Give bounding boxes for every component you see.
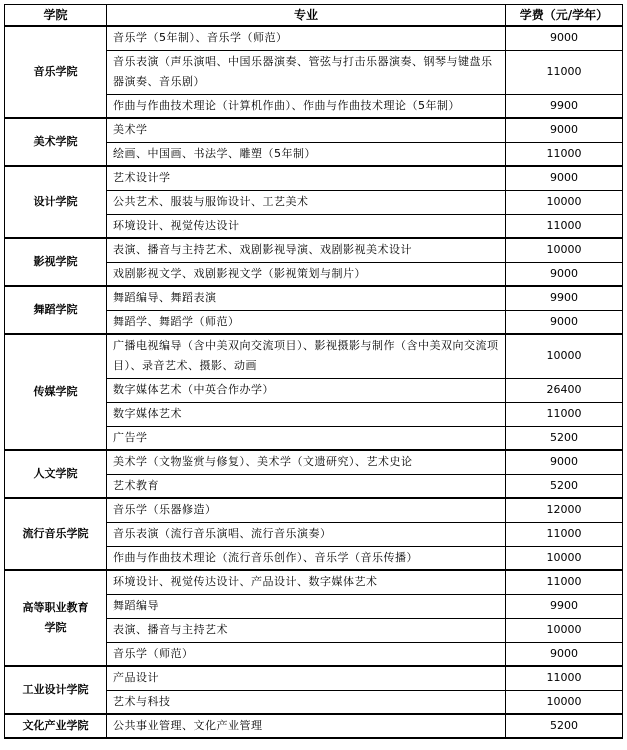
major-cell: 环境设计、视觉传达设计、产品设计、数字媒体艺术	[107, 570, 506, 594]
table-body	[5, 26, 623, 738]
fee-cell: 9000	[506, 262, 623, 286]
major-cell: 艺术教育	[107, 474, 506, 498]
fee-cell: 10000	[506, 334, 623, 378]
major-cell: 作曲与作曲技术理论（计算机作曲）、作曲与作曲技术理论（5年制）	[107, 94, 506, 118]
major-cell: 音乐表演（声乐演唱、中国乐器演奏、管弦与打击乐器演奏、钢琴与键盘乐器演奏、音乐剧）	[107, 50, 506, 94]
major-cell: 音乐学（乐器修造）	[107, 498, 506, 522]
fee-cell: 11000	[506, 666, 623, 690]
fee-cell: 10000	[506, 618, 623, 642]
major-cell: 数字媒体艺术	[107, 402, 506, 426]
fee-cell: 11000	[506, 142, 623, 166]
table-row	[5, 286, 623, 310]
major-cell: 广告学	[107, 426, 506, 450]
fee-cell: 9000	[506, 166, 623, 190]
fee-cell: 12000	[506, 498, 623, 522]
fee-cell: 11000	[506, 402, 623, 426]
fee-cell: 9900	[506, 594, 623, 618]
fee-cell: 9000	[506, 118, 623, 142]
college-name: 工业设计学院	[5, 666, 107, 714]
college-name: 美术学院	[5, 118, 107, 166]
table-row	[5, 118, 623, 142]
major-cell: 绘画、中国画、书法学、雕塑（5年制）	[107, 142, 506, 166]
fee-cell: 11000	[506, 570, 623, 594]
fee-cell: 10000	[506, 238, 623, 262]
major-cell: 公共事业管理、文化产业管理	[107, 714, 506, 738]
college-name: 流行音乐学院	[5, 498, 107, 570]
major-cell: 数字媒体艺术（中英合作办学）	[107, 378, 506, 402]
college-name: 人文学院	[5, 450, 107, 498]
fee-cell: 10000	[506, 190, 623, 214]
fee-cell: 9000	[506, 642, 623, 666]
fee-cell: 11000	[506, 522, 623, 546]
header-college: 学院	[5, 5, 107, 27]
table-row	[5, 714, 623, 738]
fee-cell: 9000	[506, 310, 623, 334]
major-cell: 艺术设计学	[107, 166, 506, 190]
major-cell: 戏剧影视文学、戏剧影视文学（影视策划与制片）	[107, 262, 506, 286]
table-row	[5, 334, 623, 378]
table-row	[5, 666, 623, 690]
fee-cell: 10000	[506, 690, 623, 714]
major-cell: 作曲与作曲技术理论（流行音乐创作）、音乐学（音乐传播）	[107, 546, 506, 570]
major-cell: 音乐学（师范）	[107, 642, 506, 666]
tuition-table	[4, 4, 623, 739]
major-cell: 环境设计、视觉传达设计	[107, 214, 506, 238]
major-cell: 美术学	[107, 118, 506, 142]
major-cell: 艺术与科技	[107, 690, 506, 714]
fee-cell: 26400	[506, 378, 623, 402]
fee-cell: 11000	[506, 50, 623, 94]
college-name: 文化产业学院	[5, 714, 107, 738]
table-row	[5, 570, 623, 594]
header-fee: 学费（元/学年）	[506, 5, 623, 27]
fee-cell: 9000	[506, 26, 623, 50]
fee-cell: 5200	[506, 426, 623, 450]
fee-cell: 5200	[506, 474, 623, 498]
major-cell: 舞蹈学、舞蹈学（师范）	[107, 310, 506, 334]
major-cell: 公共艺术、服装与服饰设计、工艺美术	[107, 190, 506, 214]
college-name: 音乐学院	[5, 26, 107, 118]
major-cell: 音乐学（5年制）、音乐学（师范）	[107, 26, 506, 50]
college-name: 传媒学院	[5, 334, 107, 450]
fee-cell: 9900	[506, 94, 623, 118]
fee-cell: 5200	[506, 714, 623, 738]
major-cell: 表演、播音与主持艺术、戏剧影视导演、戏剧影视美术设计	[107, 238, 506, 262]
table-row	[5, 498, 623, 522]
header-row	[5, 5, 623, 27]
fee-cell: 9900	[506, 286, 623, 310]
major-cell: 表演、播音与主持艺术	[107, 618, 506, 642]
table-row	[5, 166, 623, 190]
major-cell: 音乐表演（流行音乐演唱、流行音乐演奏）	[107, 522, 506, 546]
college-name: 舞蹈学院	[5, 286, 107, 334]
major-cell: 舞蹈编导、舞蹈表演	[107, 286, 506, 310]
header-major: 专业	[107, 5, 506, 27]
major-cell: 产品设计	[107, 666, 506, 690]
table-row	[5, 450, 623, 474]
fee-cell: 10000	[506, 546, 623, 570]
college-name: 影视学院	[5, 238, 107, 286]
fee-cell: 11000	[506, 214, 623, 238]
major-cell: 舞蹈编导	[107, 594, 506, 618]
college-name: 设计学院	[5, 166, 107, 238]
college-name: 高等职业教育学院	[5, 570, 107, 666]
fee-cell: 9000	[506, 450, 623, 474]
major-cell: 广播电视编导（含中美双向交流项目）、影视摄影与制作（含中美双向交流项目）、录音艺术、摄影、动画	[107, 334, 506, 378]
major-cell: 美术学（文物鉴赏与修复）、美术学（文遗研究）、艺术史论	[107, 450, 506, 474]
table-row	[5, 238, 623, 262]
table-row	[5, 26, 623, 50]
